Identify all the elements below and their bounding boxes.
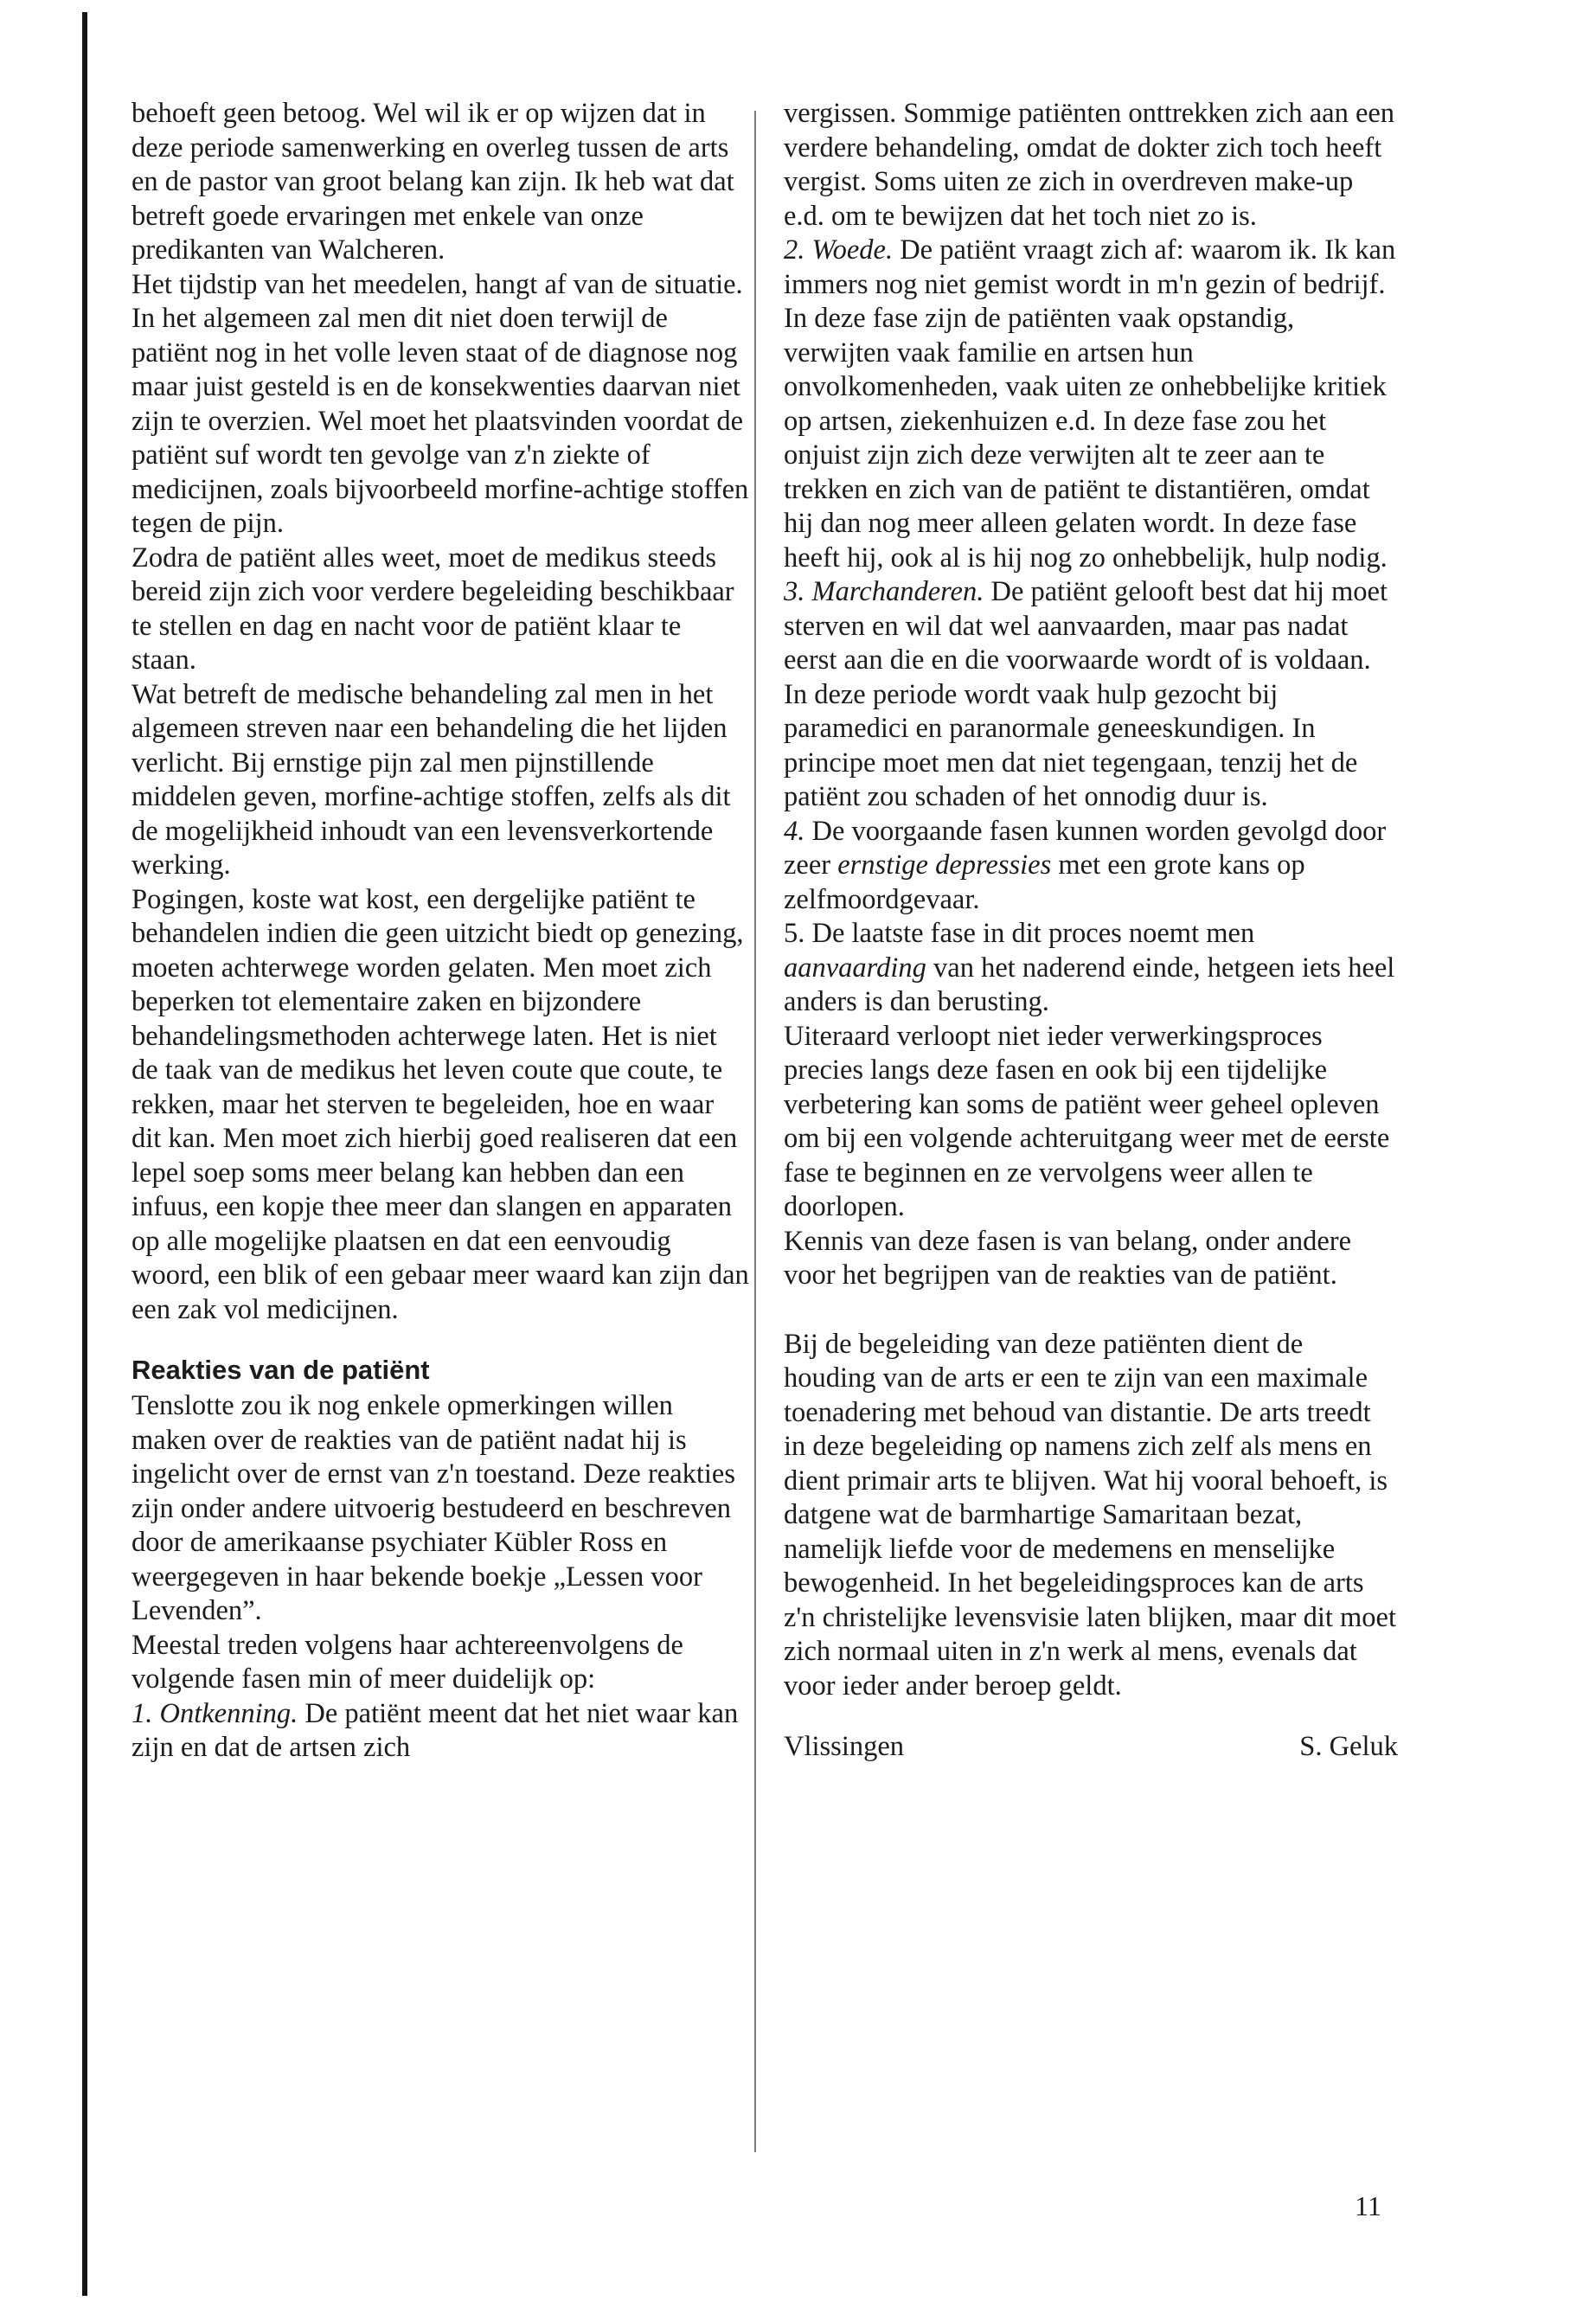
- phase-4: [784, 815, 1398, 918]
- phase-5: [784, 917, 1398, 1020]
- paragraph: Pogingen, koste wat kost, een dergelijke patiënt te behandelen indien die geen uitzicht biedt op genezing, moeten achterwege worden gelaten. Men moet zich beperken tot elementaire zaken en bijzondere behandelingsmethoden achterwege laten. Het is niet de taak van de medikus het leven coute que coute, te rekken, maar het sterven te begeleiden, hoe en waar dit kan. Men moet zich hierbij goed realiseren dat een lepel soep soms meer belang kan hebben dan een infuus, een kopje thee meer dan slangen en apparaten op alle mogelijke plaatsen en dat een eenvoudig woord, een blik of een gebaar meer waard kan zijn dan een zak vol medicijnen.: [131, 883, 749, 1325]
- phase-text: De laatste fase in dit proces noemt men: [804, 918, 1255, 949]
- column-divider: [754, 111, 756, 2152]
- closing-paragraph: Bij de begeleiding van deze patiënten dient de houding van de arts er een te zijn van een maximale toenadering met behoud van distantie. De arts treedt in deze begeleiding op namens zich zelf als mens en dient primair arts te blijven. Wat hij vooral behoeft, is datgene wat de barmhartige Samaritaan bezat, namelijk liefde voor de medemens en menselijke bewogenheid. In het begeleidingsproces kan de arts z'n christelijke levensvisie laten blijken, maar dit moet zich normaal uiten in z'n werk al mens, evenals dat voor ieder ander beroep geldt.: [784, 1328, 1397, 1702]
- phase-text: De voorgaande fasen kunnen worden gevolgd door zeer: [784, 815, 1387, 881]
- phase-number: 4.: [784, 815, 805, 847]
- phase-term: Woede.: [811, 234, 894, 266]
- paragraph: Het tijdstip van het meedelen, hangt af van de situatie. In het algemeen zal men dit niet doen terwijl de patiënt nog in het volle leven staat of de diagnose nog maar juist gesteld is en de konsekwenties daarvan niet zijn te overzien. Wel moet het plaatsvinden voordat de patiënt suf wordt ten gevolge van z'n ziekte of medicijnen, zoals bijvoorbeeld morfine-achtige stoffen tegen de pijn.: [131, 268, 749, 539]
- phase-number: 1.: [131, 1697, 153, 1729]
- phase-2: [784, 234, 1398, 575]
- phase-3: [784, 575, 1398, 815]
- signature-line: [784, 1729, 1398, 1764]
- page-number: 11: [1355, 2190, 1381, 2221]
- phase-number: 3.: [784, 576, 805, 607]
- signature-place: Vlissingen: [784, 1731, 905, 1762]
- phase-term: aanvaarding: [784, 952, 926, 984]
- paragraph-gap: [784, 1293, 1398, 1328]
- paragraph: Kennis van deze fasen is van belang, onder andere voor het begrijpen van de reakties van de patiënt.: [784, 1225, 1352, 1291]
- phase-term: Ontkenning.: [159, 1697, 298, 1729]
- phase-text: De patiënt meent dat het niet waar kan zijn en dat de artsen zich: [131, 1697, 739, 1763]
- paragraph: vergissen. Sommige patiënten onttrekken zich aan een verdere behandeling, omdat de dokter zich toch heeft vergist. Soms uiten ze zich in overdreven make-up e.d. om te bewijzen dat het toch niet zo is.: [784, 98, 1395, 232]
- paragraph: Tenslotte zou ik nog enkele opmerkingen willen maken over de reakties van de patiënt nadat hij is ingelicht over de ernst van z'n toestand. Deze reakties zijn onder andere uitvoerig bestudeerd en beschreven door de amerikaanse psychiater Kübler Ross en weergegeven in haar bekende boekje „Lessen voor Levenden”.: [131, 1390, 736, 1626]
- paragraph: Wat betreft de medische behandeling zal men in het algemeen streven naar een behandeling die het lijden verlicht. Bij ernstige pijn zal men pijnstillende middelen geven, morfine-achtige stoffen, zelfs als dit de mogelijkheid inhoudt van een levensverkortende werking.: [131, 678, 731, 881]
- scan-edge: [82, 12, 87, 2296]
- phase-text: met een grote kans op zelfmoordgevaar.: [784, 849, 1305, 915]
- paragraph: Meestal treden volgens haar achtereenvolgens de volgende fasen min of meer duidelijk op:: [131, 1629, 683, 1695]
- phase-1: [131, 1697, 750, 1766]
- phase-text: De patiënt vraagt zich af: waarom ik. Ik kan immers nog niet gemist wordt in m'n gezin of bedrijf. In deze fase zijn de patiënten vaak opstandig, verwijten vaak familie en artsen hun onvolkomenheden, vaak uiten ze onhebbelijke kritiek op artsen, ziekenhuizen e.d. In deze fase zou het onjuist zijn zich deze verwijten alt te zeer aan te trekken en zich van de patiënt te distantiëren, omdat hij dan nog meer alleen gelaten wordt. In deze fase heeft hij, ook al is hij nog zo onhebbelijk, hulp nodig.: [784, 234, 1396, 574]
- section-heading: Reakties van de patiënt: [131, 1355, 430, 1385]
- phase-number: 5.: [784, 918, 805, 949]
- signature-author: S. Geluk: [1299, 1731, 1398, 1762]
- phase-number: 2.: [784, 234, 805, 266]
- left-column: [131, 97, 750, 1766]
- phase-text: De patiënt gelooft best dat hij moet sterven en wil dat wel aanvaarden, maar pas nadat eerst aan die en die voorwaarde wordt of is voldaan. In deze periode wordt vaak hulp gezocht bij paramedici en paranormale geneeskundigen. In principe moet men dat niet tegengaan, tenzij het de patiënt zou schaden of het onnodig duur is.: [784, 576, 1388, 812]
- phase-term: Marchanderen.: [811, 576, 984, 607]
- phase-text: van het naderend einde, hetgeen iets heel anders is dan berusting.: [784, 952, 1395, 1017]
- paragraph: behoeft geen betoog. Wel wil ik er op wijzen dat in deze periode samenwerking en overleg tussen de arts en de pastor van groot belang kan zijn. Ik heb wat dat betreft goede ervaringen met enkele van onze predikanten van Walcheren.: [131, 98, 734, 266]
- phase-term: ernstige depressies: [837, 849, 1052, 881]
- right-column: [784, 97, 1398, 1764]
- paragraph: Zodra de patiënt alles weet, moet de medikus steeds bereid zijn zich voor verdere begeleiding beschikbaar te stellen en dag en nacht voor de patiënt klaar te staan.: [131, 542, 734, 676]
- paragraph: Uiteraard verloopt niet ieder verwerkingsproces precies langs deze fasen en ook bij een tijdelijke verbetering kan soms de patiënt weer geheel opleven om bij een volgende achteruitgang weer met de eerste fase te beginnen en ze vervolgens weer allen te doorlopen.: [784, 1020, 1390, 1222]
